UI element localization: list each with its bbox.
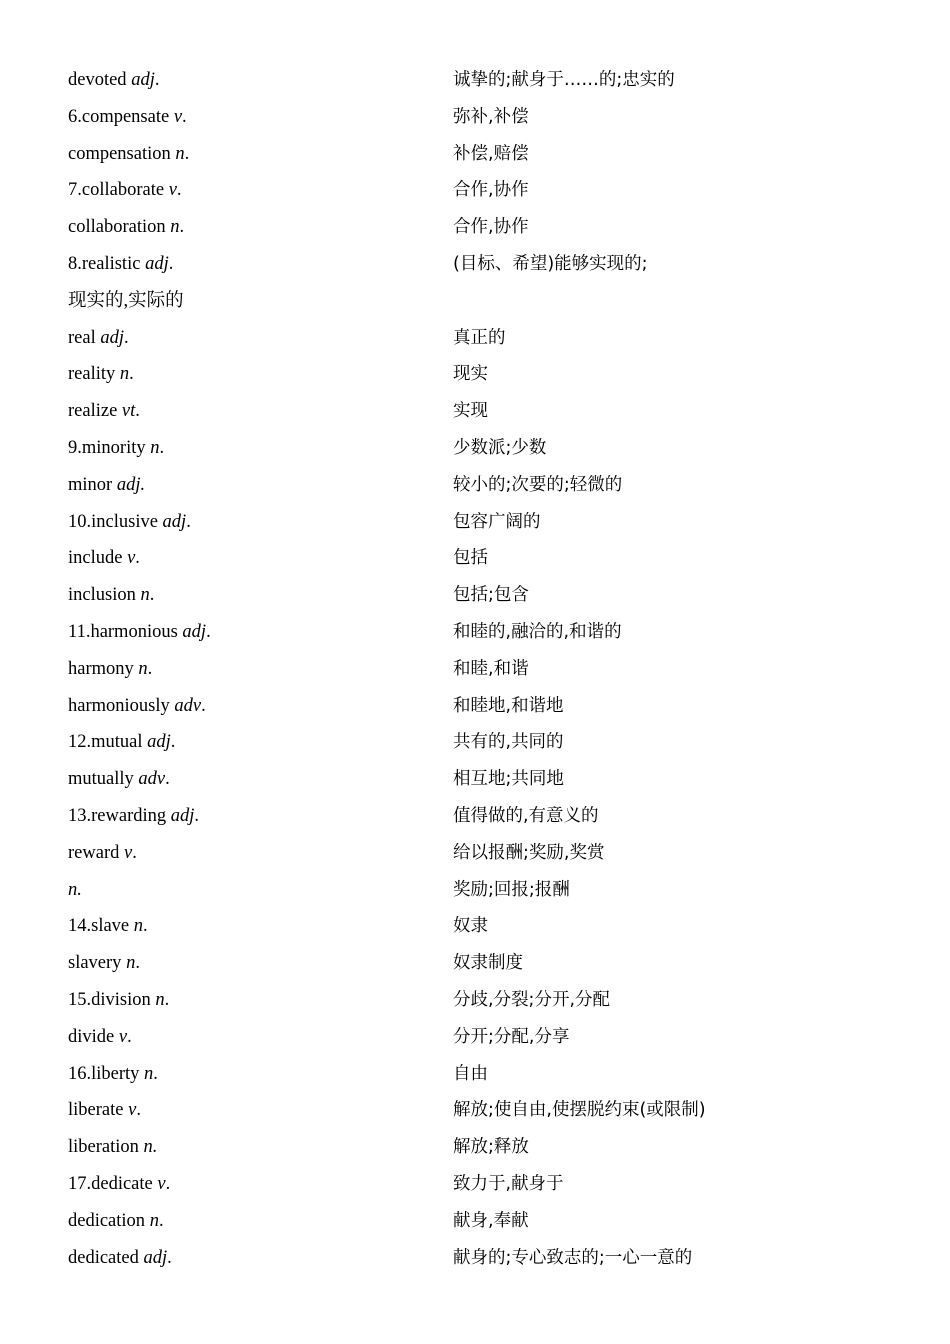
pos-period: . [124,327,129,348]
chinese-meaning: 少数派;少数 [453,437,547,458]
vocab-row [68,1019,888,1056]
english-term [68,283,184,320]
english-term [68,356,134,393]
pos-period: . [159,437,165,458]
chinese-meaning: 值得做的,有意义的 [453,805,599,826]
word-text: 13.rewarding [68,805,171,826]
vocab-row [68,908,888,945]
vocab-row [68,172,888,209]
vocab-row [68,467,888,504]
english-term [68,761,170,798]
word-text: include [68,548,128,569]
pos-period: . [186,511,191,532]
part-of-speech: v [157,1173,166,1194]
word-text: real [68,327,101,348]
english-term [68,504,191,541]
word-text: minor [68,474,117,495]
vocab-row [68,1056,888,1093]
chinese-meaning: 包容广阔的 [453,511,541,532]
pos-period: . [154,70,160,90]
word-text: 10.inclusive [68,511,163,532]
chinese-meaning: 较小的;次要的;轻微的 [453,474,623,495]
word-text: 12.mutual [68,732,148,753]
vocab-row [68,761,888,798]
english-term [68,62,159,99]
vocab-row [68,982,888,1019]
vocab-row [68,136,888,173]
part-of-speech: vt [121,401,136,422]
word-text: reality [68,364,120,385]
vocab-row [68,393,888,430]
english-term [68,1129,157,1166]
english-term [68,136,189,173]
english-term [68,1056,158,1093]
english-term [68,99,187,136]
chinese-meaning: 真正的 [453,327,506,348]
vocab-row [68,430,888,467]
vocab-row [68,724,888,761]
english-term [68,246,173,283]
vocab-row [68,688,888,725]
chinese-meaning: 分歧,分裂;分开,分配 [453,989,611,1010]
vocab-row [68,504,888,541]
pos-period: . [136,1100,141,1121]
pos-period: . [147,658,153,679]
english-term [68,1166,170,1203]
vocab-row [68,1129,888,1166]
word-text: liberate [68,1100,129,1121]
english-term [68,872,82,909]
pos-period: . [164,989,170,1010]
chinese-meaning: 包括;包含 [453,585,529,606]
chinese-meaning: 和睦,和谐 [453,658,529,679]
word-text: realize [68,401,122,422]
part-of-speech: v [127,548,136,569]
english-term [68,1019,132,1056]
word-text: 17.dedicate [68,1173,158,1194]
pos-period: . [168,253,174,274]
word-text: 14.slave [68,916,134,937]
pos-period: . [167,1247,172,1268]
pos-period: . [165,769,170,790]
chinese-meaning: 共有的,共同的 [453,732,564,753]
chinese-meaning: 现实 [453,364,488,385]
english-term [68,172,182,209]
word-text: liberation [68,1137,144,1158]
word-text: 8.realistic [68,253,146,274]
chinese-meaning: 相互地;共同地 [453,769,564,790]
part-of-speech: n. [68,879,82,900]
english-term [68,393,140,430]
word-text: 16.liberty [68,1063,145,1084]
english-term [68,467,145,504]
vocab-row [68,614,888,651]
word-text: collaboration [68,217,171,238]
pos-period: . [158,1210,164,1231]
part-of-speech: n [140,585,150,606]
word-text: 现实的,实际的 [68,290,184,311]
pos-period: . [194,805,200,826]
chinese-meaning: 献身的;专心致志的;一心一意的 [453,1247,693,1268]
part-of-speech: adj [147,732,171,753]
part-of-speech: v [118,1026,128,1047]
chinese-meaning: (目标、希望)能够实现的; [453,253,648,274]
pos-period: . [127,1026,132,1047]
chinese-meaning: 解放;使自由,使摆脱约束(或限制) [453,1100,706,1121]
part-of-speech: n [170,217,180,238]
chinese-meaning: 给以报酬;奖励,奖赏 [453,842,605,863]
word-text: reward [68,842,124,863]
part-of-speech: n [144,1063,154,1084]
chinese-meaning: 合作,协作 [453,180,529,201]
vocab-row [68,209,888,246]
chinese-meaning: 和睦的,融洽的,和谐的 [453,621,622,642]
word-text: compensation [68,143,176,164]
part-of-speech: adj [182,621,207,642]
part-of-speech: adj [145,253,169,274]
vocab-row [68,798,888,835]
pos-period: . [153,1063,158,1084]
part-of-speech: n [149,1210,159,1231]
chinese-meaning: 补偿,赔偿 [453,143,529,164]
part-of-speech: v [123,842,133,863]
chinese-meaning: 献身,奉献 [453,1210,529,1231]
pos-period: . [135,401,140,422]
word-text: 6.compensate [68,106,174,127]
part-of-speech: adj [162,511,187,532]
english-term [68,1203,164,1240]
pos-period: . [129,364,134,385]
chinese-meaning: 弥补,补偿 [453,106,529,127]
chinese-meaning: 包括 [453,548,488,569]
part-of-speech: adj [131,70,155,90]
chinese-meaning: 和睦地,和谐地 [453,695,564,716]
part-of-speech: adj [170,805,195,826]
pos-period: . [201,695,206,716]
english-term [68,835,137,872]
word-text: dedication [68,1210,150,1231]
vocab-row [68,1166,888,1203]
vocab-row [68,872,888,909]
vocab-row [68,62,888,99]
english-term [68,908,148,945]
english-term [68,982,169,1019]
vocab-row [68,1203,888,1240]
word-text: inclusion [68,585,141,606]
vocab-row [68,320,888,357]
pos-period: . [206,621,211,642]
pos-period: . [165,1173,171,1194]
english-term [68,724,175,761]
word-text: 15.division [68,989,156,1010]
vocab-row [68,835,888,872]
english-term [68,540,140,577]
chinese-meaning: 奴隶制度 [453,953,523,974]
pos-period: . [149,585,155,606]
english-term [68,614,211,651]
english-term [68,688,206,725]
vocab-row [68,1240,888,1277]
chinese-meaning: 奴隶 [453,916,488,937]
part-of-speech: adj [143,1247,168,1268]
pos-period: . [143,916,148,937]
pos-period: . [135,548,140,569]
word-text: slavery [68,953,127,974]
pos-period: . [135,953,140,974]
word-text: divide [68,1026,119,1047]
english-term [68,320,129,357]
english-term [68,798,199,835]
pos-period: . [182,106,187,127]
part-of-speech: v [128,1100,137,1121]
vocab-row [68,651,888,688]
part-of-speech: n [150,437,160,458]
vocab-row [68,577,888,614]
word-text: 11.harmonious [68,621,183,642]
word-text: harmoniously [68,695,175,716]
vocab-row [68,1092,888,1129]
vocab-row [68,246,888,283]
word-text: 9.minority [68,437,151,458]
english-term [68,1092,141,1129]
chinese-meaning: 实现 [453,401,488,422]
english-term [68,1240,172,1277]
part-of-speech: n [138,658,148,679]
chinese-meaning: 诚挚的;献身于……的;忠实的 [453,70,675,90]
vocab-row [68,99,888,136]
vocabulary-list [68,62,888,1276]
chinese-meaning: 分开;分配,分享 [453,1026,570,1047]
pos-period: . [132,842,137,863]
part-of-speech: adv [138,769,166,790]
word-text: harmony [68,658,139,679]
part-of-speech: adv [174,695,202,716]
part-of-speech: adj. [116,474,146,495]
part-of-speech: n [175,143,185,164]
part-of-speech: v [173,106,183,127]
pos-period: . [179,217,185,238]
vocab-row [68,945,888,982]
pos-period: . [170,732,176,753]
pos-period: . [176,180,182,201]
chinese-meaning: 奖励;回报;报酬 [453,879,570,900]
english-term [68,209,184,246]
part-of-speech: v [168,180,177,201]
english-term [68,430,164,467]
word-text: dedicated [68,1247,144,1268]
part-of-speech: n. [143,1137,158,1158]
vocab-row [68,283,888,320]
vocab-row [68,540,888,577]
chinese-meaning: 致力于,献身于 [453,1173,564,1194]
chinese-meaning: 合作,协作 [453,217,529,238]
chinese-meaning: 自由 [453,1063,488,1084]
english-term [68,577,154,614]
part-of-speech: n [119,364,130,385]
part-of-speech: n [126,953,136,974]
part-of-speech: n [133,916,144,937]
pos-period: . [184,143,190,164]
part-of-speech: adj [100,327,124,348]
english-term [68,945,140,982]
word-text: 7.collaborate [68,180,169,201]
vocab-row [68,356,888,393]
part-of-speech: n [155,989,165,1010]
word-text: devoted [68,70,132,90]
chinese-meaning: 解放;释放 [453,1137,529,1158]
english-term [68,651,152,688]
word-text: mutually [68,769,139,790]
